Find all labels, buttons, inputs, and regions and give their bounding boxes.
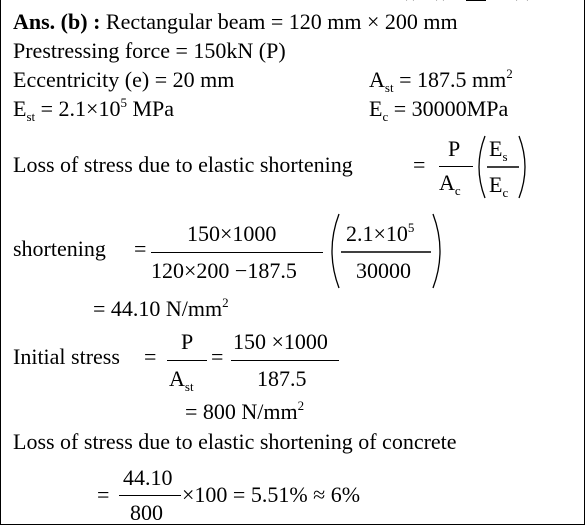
denominator-1: 120×200 −187.5 (151, 258, 297, 283)
numerator-1: 150×1000 (187, 221, 277, 246)
prestress-line: Prestressing force = 150kN (P) (13, 38, 286, 63)
initial-denominator: 187.5 (257, 366, 307, 391)
percent-result: ×100 = 5.51% ≈ 6% (182, 482, 361, 507)
fraction-numerator-es: $E_s$ (489, 136, 508, 164)
initial-numerator: 150 ×1000 (233, 329, 328, 354)
answer-label: Ans. (b) : (13, 9, 101, 34)
fraction-bar (231, 360, 339, 361)
ast-line: $A_{st} = 187.5$ $mm^2$ (369, 66, 513, 95)
percent-numerator: 44.10 (123, 465, 173, 490)
equals-sign: = (211, 344, 224, 369)
shortening-label: shortening (13, 236, 106, 261)
loss-concrete-label: Loss of stress due to elastic shortening of concrete (13, 429, 457, 454)
percent-denominator: 800 (130, 500, 163, 525)
equals-sign: = (97, 482, 110, 507)
fraction-bar (167, 360, 207, 361)
loss-formula-text: Loss of stress due to elastic shortening (13, 152, 353, 177)
denominator-2: 30000 (356, 258, 411, 283)
initial-denominator-ast: $A_{st}$ (169, 366, 194, 394)
fraction-denominator-ac: $A_c$ (439, 170, 461, 198)
initial-stress-label: Initial stress (13, 344, 120, 369)
fraction-numerator-p: P (448, 136, 461, 161)
numerator-2: $2.1\times 10^5$ (346, 220, 415, 246)
fraction-bar (119, 495, 181, 496)
beam-dimensions: Rectangular beam = 120 mm × 200 mm (105, 9, 458, 34)
answer-line (13, 9, 458, 35)
fraction-bar (151, 252, 323, 253)
cut-off-heading (1, 0, 587, 4)
eccentricity-line: Eccentricity (e) = 20 mm (13, 67, 235, 92)
result-loss: = 44.10 $N/mm^2$ (93, 295, 229, 321)
ec-line: $E_c = 30000MPa$ (369, 96, 509, 124)
cut-text-fragment (396, 0, 566, 4)
equals-sign: = (413, 152, 426, 177)
result-initial-stress: = 800 $N/mm^2$ (185, 398, 305, 424)
est-line: $E_{st} = 2.1\times 10^5$ MPa (13, 95, 175, 124)
fraction-bar (439, 166, 473, 167)
equals-sign: = (144, 344, 157, 369)
initial-numerator-p: P (181, 329, 194, 354)
fraction-denominator-ec: $E_c$ (489, 172, 509, 200)
equals-sign: = (134, 236, 147, 261)
